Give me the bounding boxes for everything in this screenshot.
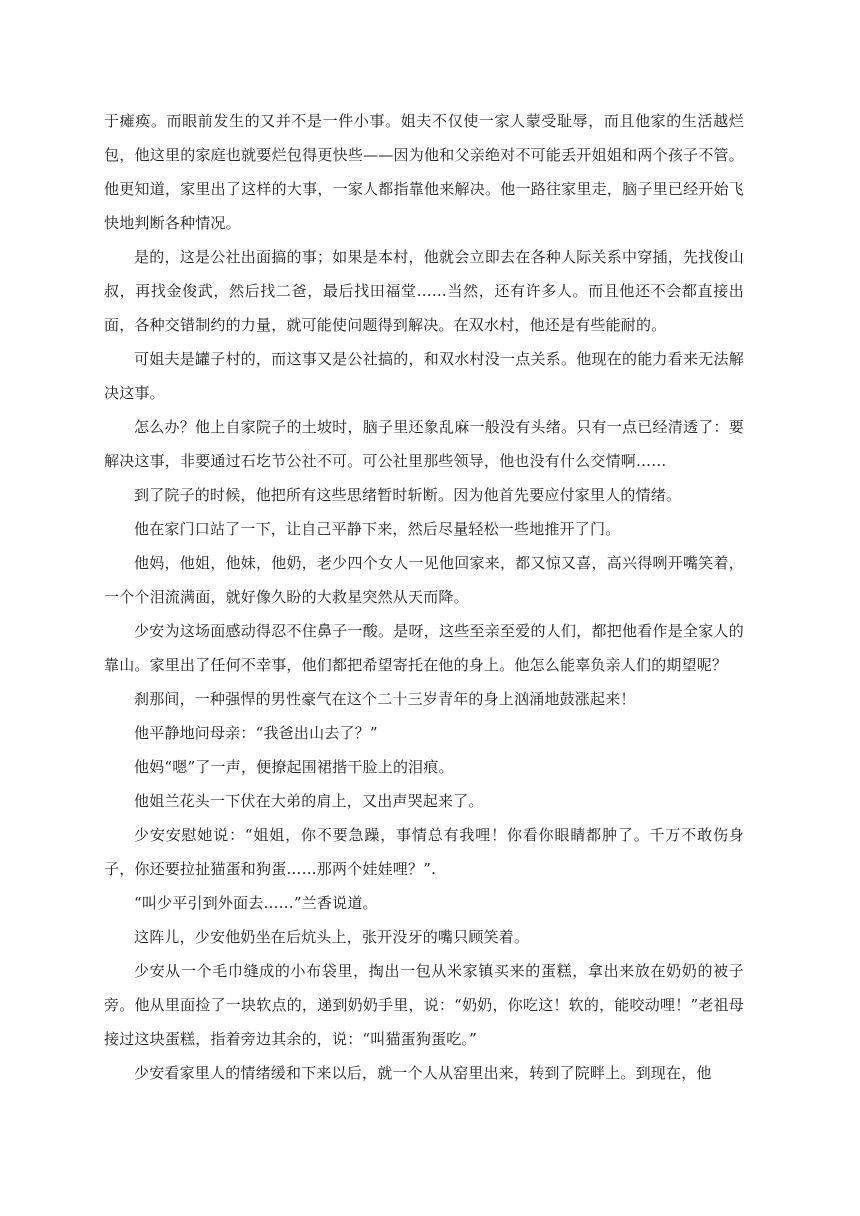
paragraph: 刹那间，一种强悍的男性豪气在这个二十三岁青年的身上汹涌地鼓涨起来！ [134, 690, 636, 708]
document-page [104, 104, 744, 1090]
paragraph: 他平静地问母亲：“我爸出山去了？” [134, 724, 378, 742]
paragraph: 可姐夫是罐子村的，而这事又是公社搞的，和双水村没一点关系。他现在的能力看来无法解决这事。 [104, 350, 744, 402]
paragraph: 少安安慰她说：“姐姐，你不要急躁，事情总有我哩！你看你眼睛都肿了。千万不敢伤身子，你还要拉扯猫蛋和狗蛋……那两个娃娃哩？”. [104, 826, 744, 878]
paragraph: 到了院子的时候，他把所有这些思绪暂时斩断。因为他首先要应付家里人的情绪。 [134, 486, 682, 504]
paragraph: 他在家门口站了一下，让自己平静下来，然后尽量轻松一些地推开了门。 [134, 520, 621, 538]
paragraph: 这阵儿，少安他奶坐在后炕头上，张开没牙的嘴只顾笑着。 [134, 928, 530, 946]
paragraph: 他姐兰花头一下伏在大弟的肩上，又出声哭起来了。 [134, 792, 484, 810]
paragraph: 少安看家里人的情绪缓和下来以后，就一个人从窑里出来，转到了院畔上。到现在，他 [134, 1064, 712, 1082]
paragraph: 是的，这是公社出面搞的事；如果是本村，他就会立即去在各种人际关系中穿插，先找俊山叔，再找金俊武，然后找二爸，最后找田福堂……当然，还有许多人。而且他还不会都直接出面，各种交错制约的力量，就可能使问题得到解决。在双水村，他还是有些能耐的。 [104, 248, 744, 334]
paragraph: 于瘫痪。而眼前发生的又并不是一件小事。姐夫不仅使一家人蒙受耻辱，而且他家的生活越烂包，他这里的家庭也就要烂包得更快些——因为他和父亲绝对不可能丢开姐姐和两个孩子不管。他更知道，家里出了这样的大事，一家人都指靠他来解决。他一路往家里走，脑子里已经开始飞快地判断各种情况。 [104, 112, 744, 232]
paragraph: 他妈，他姐，他妹，他奶，老少四个女人一见他回家来，都又惊又喜，高兴得咧开嘴笑着，一个个泪流满面，就好像久盼的大救星突然从天而降。 [104, 554, 744, 606]
paragraph: 少安为这场面感动得忍不住鼻子一酸。是呀，这些至亲至爱的人们，都把他看作是全家人的靠山。家里出了任何不幸事，他们都把希望寄托在他的身上。他怎么能辜负亲人们的期望呢？ [104, 622, 744, 674]
paragraph: 少安从一个毛巾缝成的小布袋里，掏出一包从米家镇买来的蛋糕，拿出来放在奶奶的被子旁。他从里面捡了一块软点的，递到奶奶手里，说：“奶奶，你吃这！软的，能咬动哩！”老祖母接过这块蛋糕，指着旁边其余的，说：“叫猫蛋狗蛋吃。” [104, 962, 744, 1048]
paragraph: 怎么办？他上自家院子的土坡时，脑子里还象乱麻一般没有头绪。只有一点已经清透了：要解决这事，非要通过石圪节公社不可。可公社里那些领导，他也没有什么交情啊…… [104, 418, 744, 470]
paragraph: “叫少平引到外面去……”兰香说道。 [134, 894, 378, 912]
paragraph: 他妈“嗯”了一声，便撩起围裙揩干脸上的泪痕。 [134, 758, 454, 776]
